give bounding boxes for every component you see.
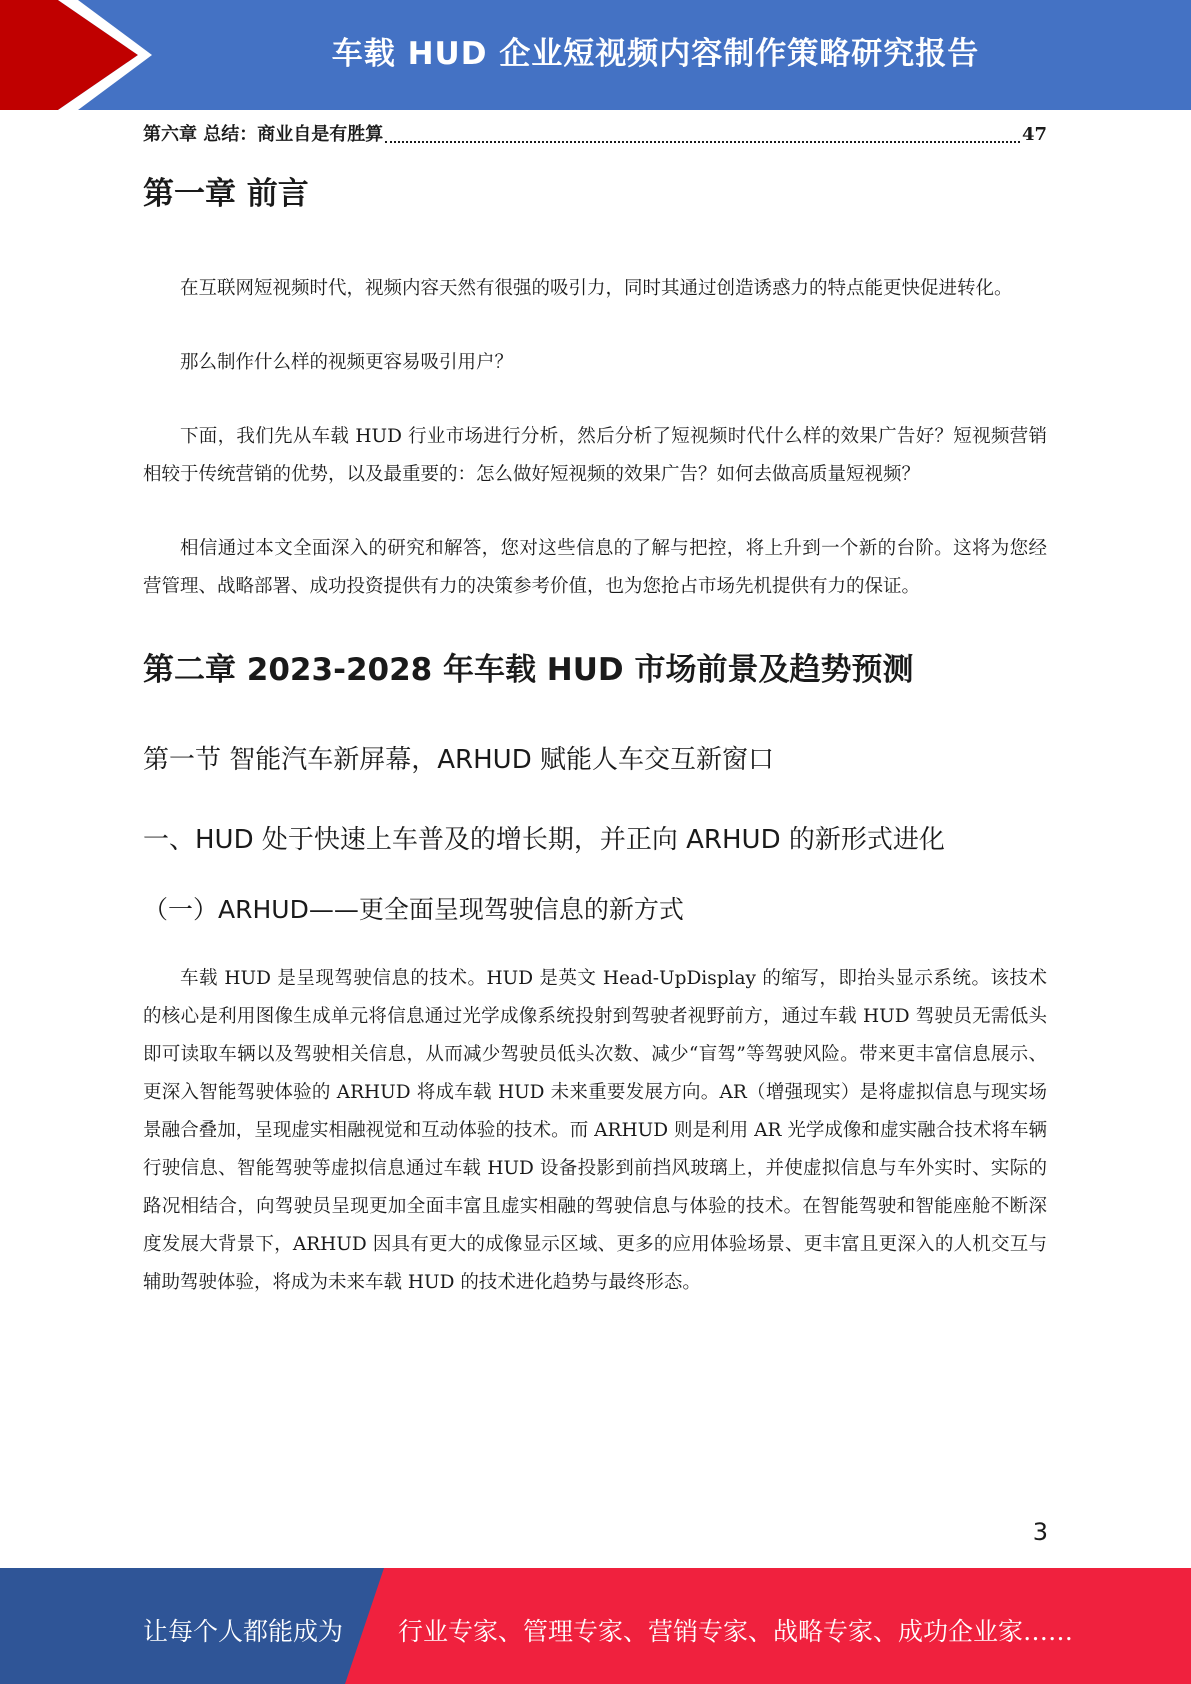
footer-slogan-left: 让每个人都能成为	[143, 1617, 344, 1646]
paragraph-4: 相信通过本文全面深入的研究和解答，您对这些信息的了解与把控，将上升到一个新的台阶。这将为您经营管理、战略部署、成功投资提供有力的决策参考价值，也为您抢占市场先机提供有力的保证。	[143, 538, 1047, 597]
toc-entry-page: 47	[1021, 124, 1047, 145]
report-title: 车载 HUD 企业短视频内容制作策略研究报告	[331, 36, 980, 72]
toc-leader-dots	[385, 141, 1020, 143]
page-content	[143, 118, 1047, 1302]
paragraph-1: 在互联网短视频时代，视频内容天然有很强的吸引力，同时其通过创造诱惑力的特点能更快促进转化。	[180, 278, 1013, 299]
page-number: 3	[1032, 1518, 1048, 1546]
toc-entry[interactable]	[143, 118, 1047, 152]
toc-entry-label: 第六章 总结：商业自是有胜算	[143, 124, 384, 145]
chapter-2-title: 第二章 2023-2028 年车载 HUD 市场前景及趋势预测	[143, 652, 914, 688]
paragraph-5: 车载 HUD 是呈现驾驶信息的技术。HUD 是英文 Head-UpDisplay 的缩写，即抬头显示系统。该技术的核心是利用图像生成单元将信息通过光学成像系统投射到驾驶者视野前方，通过车载 HUD 驾驶员无需低头即可读取车辆以及驾驶相关信息，从而减少驾驶员低头次数、减少“盲驾”等驾驶风险。带来更丰富信息展示、更深入智能驾驶体验的 ARHUD 将成车载 HUD 未来重要发展方向。AR（增强现实）是将虚拟信息与现实场景融合叠加，呈现虚实相融视觉和互动体验的技术。而 ARHUD 则是利用 AR 光学成像和虚实融合技术将车辆行驶信息、智能驾驶等虚拟信息通过车载 HUD 设备投影到前挡风玻璃上，并使虚拟信息与车外实时、实际的路况相结合，向驾驶员呈现更加全面丰富且虚实相融的驾驶信息与体验的技术。在智能驾驶和智能座舱不断深度发展大背景下，ARHUD 因具有更大的成像显示区域、更多的应用体验场景、更丰富且更深入的人机交互与辅助驾驶体验，将成为未来车载 HUD 的技术进化趋势与最终形态。	[143, 968, 1047, 1293]
footer-slogan-right: 行业专家、管理专家、营销专家、战略专家、成功企业家……	[398, 1617, 1074, 1646]
section-1-title: 第一节 智能汽车新屏幕，ARHUD 赋能人车交互新窗口	[143, 745, 774, 775]
page-header	[0, 0, 1191, 110]
paragraph-3: 下面，我们先从车载 HUD 行业市场进行分析，然后分析了短视频时代什么样的效果广告好？短视频营销相较于传统营销的优势，以及最重要的：怎么做好短视频的效果广告？如何去做高质量短视频？	[143, 426, 1047, 485]
header-chevron-graphic	[0, 0, 170, 110]
paragraph-2: 那么制作什么样的视频更容易吸引用户？	[180, 352, 514, 373]
chapter-1-title: 第一章 前言	[143, 176, 309, 212]
heading-1: 一、HUD 处于快速上车普及的增长期，并正向 ARHUD 的新形式进化	[143, 825, 945, 855]
page-footer	[0, 1568, 1191, 1684]
subheading-1: （一）ARHUD——更全面呈现驾驶信息的新方式	[143, 895, 684, 924]
